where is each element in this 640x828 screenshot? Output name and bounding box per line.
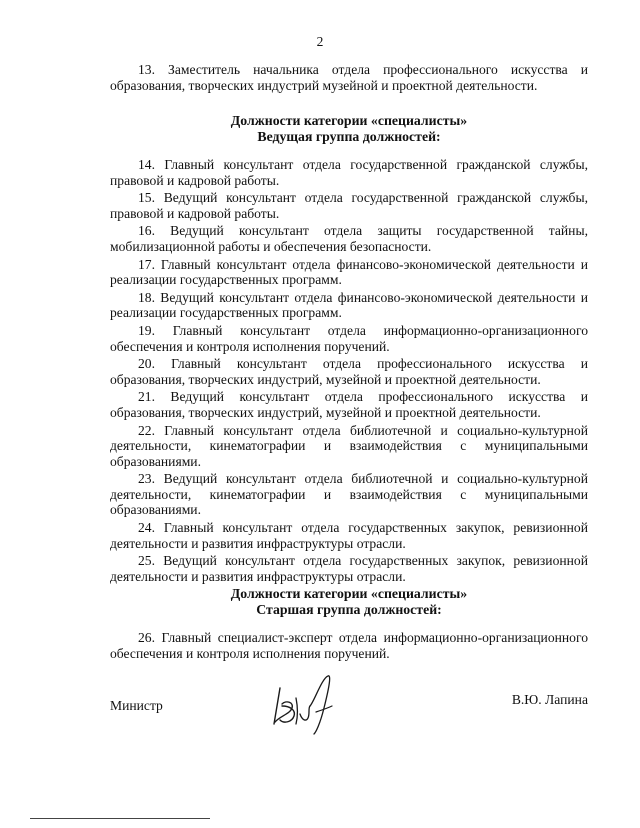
list-item: 17. Главный консультант отдела финансово-экономической деятельности и реализации государственных программ. — [110, 256, 588, 288]
list-item: 26. Главный специалист-эксперт отдела информационно-организационного обеспечения и контроля исполнения поручений. — [110, 630, 588, 661]
signatory-position: Министр — [110, 698, 163, 713]
section-1-subtitle: Ведущая группа должностей: — [257, 129, 441, 144]
footer-rule — [30, 818, 210, 819]
list-item: 20. Главный консультант отдела профессионального искусства и образования, творческих индустрий, музейной и проектной деятельности. — [110, 356, 588, 387]
signature-block — [110, 672, 588, 742]
list-item: 22. Главный консультант отдела библиотечной и социально-культурной деятельности, кинематографии и взаимодействия с муниципальными образованиями. — [110, 422, 588, 469]
signatory-name: В.Ю. Лапина — [511, 692, 588, 707]
list-item: 25. Ведущий консультант отдела государственных закупок, ревизионной деятельности и развития инфраструктуры отрасли. — [110, 553, 588, 584]
list-item: 19. Главный консультант отдела информационно-организационного обеспечения и контроля исполнения поручений. — [110, 322, 588, 354]
paragraph-13-block — [110, 62, 588, 95]
senior-group-list — [110, 630, 588, 663]
list-item: 14. Главный консультант отдела государственной гражданской службы, правовой и кадровой работы. — [110, 157, 588, 188]
list-item: 15. Ведущий консультант отдела государственной гражданской службы, правовой и кадровой работы. — [110, 190, 588, 221]
section-2-heading — [110, 586, 588, 618]
section-1-title: Должности категории «специалисты» — [230, 113, 468, 128]
list-item: 24. Главный консультант отдела государственных закупок, ревизионной деятельности и развития инфраструктуры отрасли. — [110, 520, 588, 551]
list-item: 21. Ведущий консультант отдела профессионального искусства и образования, творческих индустрий, музейной и проектной деятельности. — [110, 389, 588, 420]
paragraph-13: 13. Заместитель начальника отдела профессионального искусства и образования, творческих индустрий музейной и проектной деятельности. — [110, 62, 588, 93]
page-number: 2 — [316, 34, 324, 49]
section-2-subtitle: Старшая группа должностей: — [256, 602, 442, 617]
list-item: 23. Ведущий консультант отдела библиотечной и социально-культурной деятельности, кинематографии и взаимодействия с муниципальными образованиями. — [110, 471, 588, 518]
list-item: 16. Ведущий консультант отдела защиты государственной тайны, мобилизационной работы и обеспечения безопасности. — [110, 223, 588, 254]
leading-group-list — [110, 157, 588, 586]
section-1-heading — [110, 113, 588, 145]
handwritten-signature — [266, 672, 356, 736]
section-2-title: Должности категории «специалисты» — [230, 586, 468, 601]
list-item: 18. Ведущий консультант отдела финансово-экономической деятельности и реализации государственных программ. — [110, 289, 588, 321]
